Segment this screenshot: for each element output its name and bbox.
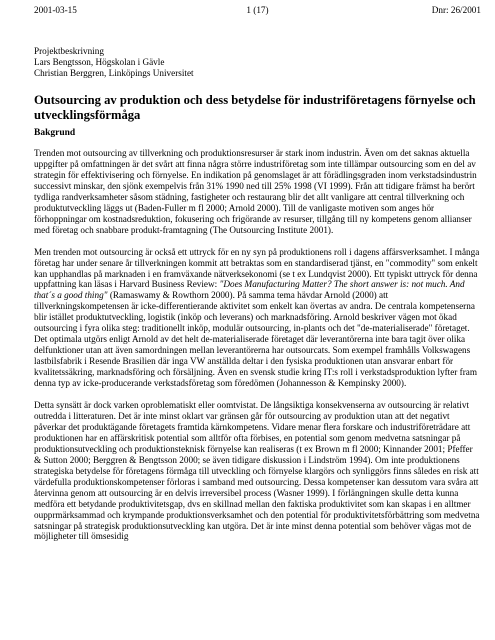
document-title: Outsourcing av produktion och dess betydelse för industriföretagens förnyelse och utvecklingsförmåga xyxy=(34,93,476,122)
section-heading: Bakgrund xyxy=(34,128,76,138)
header-page-number: 1 (17) xyxy=(246,5,269,15)
document-body xyxy=(34,148,481,553)
page-header xyxy=(34,5,481,19)
paragraph-2-quote: "Does Manufacturing Matter? The short answer is: not much. And that´s a good thing" xyxy=(34,279,465,301)
paragraph-2 xyxy=(34,247,481,389)
paragraph-1: Trenden mot outsourcing av tillverkning och produktionsresurser är stark inom industrin. Även om det saknas aktuella uppgifter på omfattningen är det svårt att finna några större industriföretag som inte tillämpar outsourcing som en del av strategin för effektivisering och förnyelse. En indikation på genomslaget är att förädlingsgraden inom verkstadsindustrin successivt minskar, den sjönk exempelvis från 31% 1990 ned till 25% 1998 (VI 1999). Från att tidigare främst ha berört tydliga randverksamheter såsom städning, fastigheter och restaurang blir det allt vanligare att central tillverkning och produktutveckling läggs ut (Baden-Fuller m fl 2000; Arnold 2000). Till de vanligaste motiven som anges hör förhoppningar om kostnadsreduktion, fokusering och frigörande av resurser, tillgång till ny kompetens genom allianser med företag och snabbare produkt-framtagning (The Outsourcing Institute 2001). xyxy=(34,148,477,235)
paragraph-2-start: Men trenden mot outsourcing är också ett uttryck för en ny syn på produktionens roll i dagens affärsverksamhet. I många företag har under senare år tillverkningen kommit att betraktas som en standardiserad tjänst, en "commodity" som enkelt kan upphandlas på marknaden i en framväxande nätverksekonomi (se t ex Lundqvist 2000). Ett typiskt uttryck för denna uppfattning kan läsas i Harvard Business Review: xyxy=(34,246,480,290)
meta-author-1: Lars Bengtsson, Högskolan i Gävle xyxy=(34,56,165,67)
header-dnr: Dnr: 26/2001 xyxy=(431,5,481,15)
document-meta xyxy=(34,46,194,78)
paragraph-3: Detta synsätt är dock varken oproblematiskt eller oomtvistat. De långsiktiga konsekvenserna av outsourcing är relativt outredda i litteraturen. Det är inte minst oklart var gränsen går för outsourcing av produktion utan att det negativt påverkar det produktägande företagets framtida kärnkompetens. Vidare menar flera forskare och industriföreträdare att produktionen har en affärskritisk potential som alltför ofta förbises, en potential som genom medvetna satsningar på produktionsutveckling och produktionsteknisk förnyelse kan realiseras (t ex Brown m fl 2000; Kinnander 2001; Pfeffer & Sutton 2000; Berggren & Bengtsson 2000; se även tidigare diskussion i Lindström 1994). Om inte produktionens strategiska betydelse för företagens förmåga till utveckling och förnyelse klargörs och synliggörs finns således en risk att värdefulla produktionskompetenser förloras i samband med outsourcing. Dessa kompetenser kan dessutom vara svåra att återvinna genom att outsourcing är en delvis irreversibel process (Wasner 1999). I förlängningen skulle detta kunna medföra ett betydande produktivitetsgap, dvs en skillnad mellan den faktiska produktivitet som kan skapas i en alltmer oupprmärksammad och krympande produktionsverksamhet och den potential för produktivitetsförbättring som medvetna satsningar på strategisk produktionsutveckling kan utgöra. Det är inte minst denna potential som behöver vägas mot de möjligheter till ömsesidig xyxy=(34,400,480,542)
paragraph-2-end: (Ramaswamy & Rowthorn 2000). På samma tema hävdar Arnold (2000) att tillverkningskompetensen är icke-differentierande aktivitet som enkelt kan övertas av andra. De centrala kompetenserna blir istället produktutveckling, logistik (inköp och leverans) och marknadsföring. Arnold beskriver vägen mot ökad outsourcing i fyra olika steg: traditionellt inköp, modulär outsourcing, in-plants och det "de-materialiserade" företaget. Det optimala utgörs enligt Arnold av det helt de-materialiserade företaget där leverantörerna inte bara tagit över olika delfunktioner utan att även samordningen mellan leverantörerna har outsourcats. Som exempel framhålls Volkswagens lastbilsfabrik i Resende Brasilien där inga VW anställda deltar i den fysiska produktionen utan ansvarar enbart för kvalitetssäkring, marknadsföring och försäljning. Även en svensk studie kring IT:s roll i verkstadsproduktion lyfter fram denna typ av icke-producerande verkstadsföretag som föredömen (Johannesson & Kempinsky 2000). xyxy=(34,290,478,389)
header-date: 2001-03-15 xyxy=(34,5,77,15)
meta-author-2: Christian Berggren, Linköpings Universitet xyxy=(34,67,194,78)
meta-label: Projektbeskrivning xyxy=(34,46,104,56)
